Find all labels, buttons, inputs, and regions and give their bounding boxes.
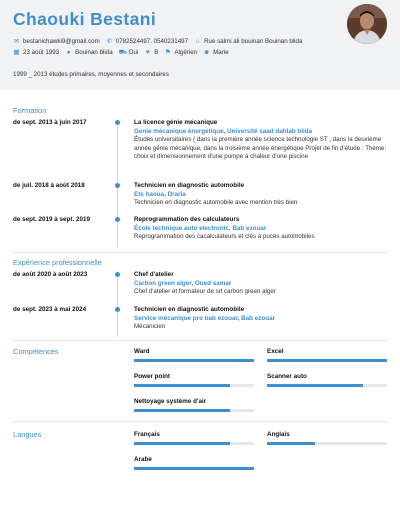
skill-item: [134, 347, 254, 362]
birth-place-item: [65, 49, 113, 56]
birth-place-text: Bouinan blida: [75, 49, 113, 56]
entry-title: Technicien en diagnostic automobile: [134, 182, 245, 189]
language-label: Arabe: [134, 456, 152, 463]
license-text: B: [154, 49, 159, 56]
skill-level-bar: [134, 409, 254, 412]
entry-org: Genie mécanique énergétique, Université saad dahlab blida: [134, 127, 313, 135]
language-item: [134, 455, 254, 470]
language-level-bar: [134, 467, 254, 470]
entry-org: Carbon green alger, Oued samar: [134, 279, 232, 287]
section-experience-title: Expérience professionnelle: [13, 258, 102, 267]
skill-label: Power point: [134, 373, 171, 380]
nationality-item: [164, 49, 197, 56]
skill-label: Excel: [267, 348, 284, 355]
section-langues-title: Langues: [13, 430, 42, 439]
flag-icon: ⚑: [165, 49, 171, 56]
entry-org: Ets haoua, Draria: [134, 190, 186, 198]
skill-item: [134, 397, 254, 412]
language-label: Français: [134, 431, 160, 438]
skill-level-bar: [267, 359, 387, 362]
skill-level-fill: [134, 384, 230, 387]
car-icon: ⛟: [118, 49, 127, 56]
entry-title: Chef d'atelier: [134, 271, 174, 278]
entry-org: École technique auto electronic, Bab ezouar: [134, 224, 267, 232]
summary: 1999 _ 2013 études primaires, moyennes et secondaires: [13, 71, 169, 78]
license-item: [144, 49, 158, 56]
candidate-name: Chaouki Bestani: [13, 9, 157, 29]
skill-label: Scanner auto: [267, 373, 307, 380]
entry-date: de sept. 2023 à mai 2024: [13, 306, 87, 313]
contact-row-2: [13, 49, 235, 56]
phone-icon: ✆: [106, 38, 113, 45]
experience-timeline: [117, 271, 118, 337]
language-level-bar: [267, 442, 387, 445]
people-icon: ☻: [203, 49, 211, 56]
timeline-dot: [115, 120, 120, 125]
timeline-dot: [115, 183, 120, 188]
skill-level-fill: [267, 359, 387, 362]
envelope-icon: ✉: [13, 38, 20, 45]
entry-desc: Mécanicien: [134, 323, 166, 330]
home-icon: ⌂: [195, 38, 200, 45]
section-formation-title: Formation: [13, 106, 47, 115]
calendar-icon: ▦: [13, 49, 20, 56]
entry-org: Service mécanique pro bab ezouar, Bab ezouar: [134, 314, 276, 322]
language-level-fill: [134, 442, 230, 445]
entry-date: de sept. 2019 à sept. 2019: [13, 216, 91, 223]
contact-row-1: [13, 38, 308, 45]
status-text: Marie: [213, 49, 229, 56]
language-item: [134, 430, 254, 445]
skill-level-bar: [267, 384, 387, 387]
language-item: [267, 430, 387, 445]
nationality-text: Algérien: [174, 49, 198, 56]
skill-level-bar: [134, 359, 254, 362]
skill-level-fill: [134, 359, 254, 362]
entry-date: de juil. 2018 à août 2018: [13, 182, 85, 189]
section-divider: [13, 252, 387, 253]
language-label: Anglais: [267, 431, 290, 438]
skill-level-bar: [134, 384, 254, 387]
section-divider: [13, 340, 387, 341]
entry-desc: Chef d'atelier et formateur de srl carbon green alger: [134, 288, 276, 295]
location-icon: ●: [66, 49, 71, 56]
entry-desc: Reprogrammation des cacalculateurs et clés à puces automobiles: [134, 233, 315, 240]
skill-label: Ward: [134, 348, 150, 355]
address-text: Rue salmi ali bouinan Bouinan blida: [204, 38, 303, 45]
birth-date-item: [13, 49, 59, 56]
language-level-bar: [134, 442, 254, 445]
email-text: bestanichawki9@gmail.com: [23, 38, 100, 45]
entry-date: de sept. 2013 à juin 2017: [13, 119, 87, 126]
header: [0, 0, 400, 90]
phone-item: [106, 38, 188, 45]
skill-item: [134, 372, 254, 387]
entry-date: de août 2020 à août 2023: [13, 271, 88, 278]
skill-label: Nettoyage système d'air: [134, 398, 207, 405]
email-item: [13, 38, 100, 45]
timeline-dot: [115, 272, 120, 277]
entry-title: Reprogrammation des calculateurs: [134, 216, 240, 223]
section-divider: [13, 421, 387, 422]
skill-item: [267, 372, 387, 387]
timeline-dot: [115, 307, 120, 312]
entry-desc: Études universitaires ( dans la première année science technologie ST , dans la deuxième année génie mécanique, dans la troisième année énergétique Projet de fin d'étude : Thème: choix et dimensionnement d'une pompe à chaleur d'une piscine: [134, 136, 387, 160]
entry-title: La licence génie mécanique: [134, 119, 218, 126]
entry-title: Technicien en diagnostic automobile: [134, 306, 245, 313]
timeline-dot: [115, 217, 120, 222]
entry-desc: Technicien en diagnostic automobile avec mention très bien: [134, 199, 298, 206]
phone-text: 0782524497. 0540231497: [115, 38, 189, 45]
skill-level-fill: [267, 384, 363, 387]
avatar: [347, 4, 387, 44]
skill-level-fill: [134, 409, 230, 412]
driving-text: Oui: [128, 49, 139, 56]
license-icon: ♥: [145, 49, 150, 56]
section-competences-title: Compétences: [13, 347, 59, 356]
driving-item: [119, 49, 139, 56]
status-item: [203, 49, 228, 56]
language-level-fill: [134, 467, 254, 470]
skill-item: [267, 347, 387, 362]
language-level-fill: [267, 442, 315, 445]
address-item: [194, 38, 302, 45]
birth-date-text: 23 août 1993: [23, 49, 60, 56]
